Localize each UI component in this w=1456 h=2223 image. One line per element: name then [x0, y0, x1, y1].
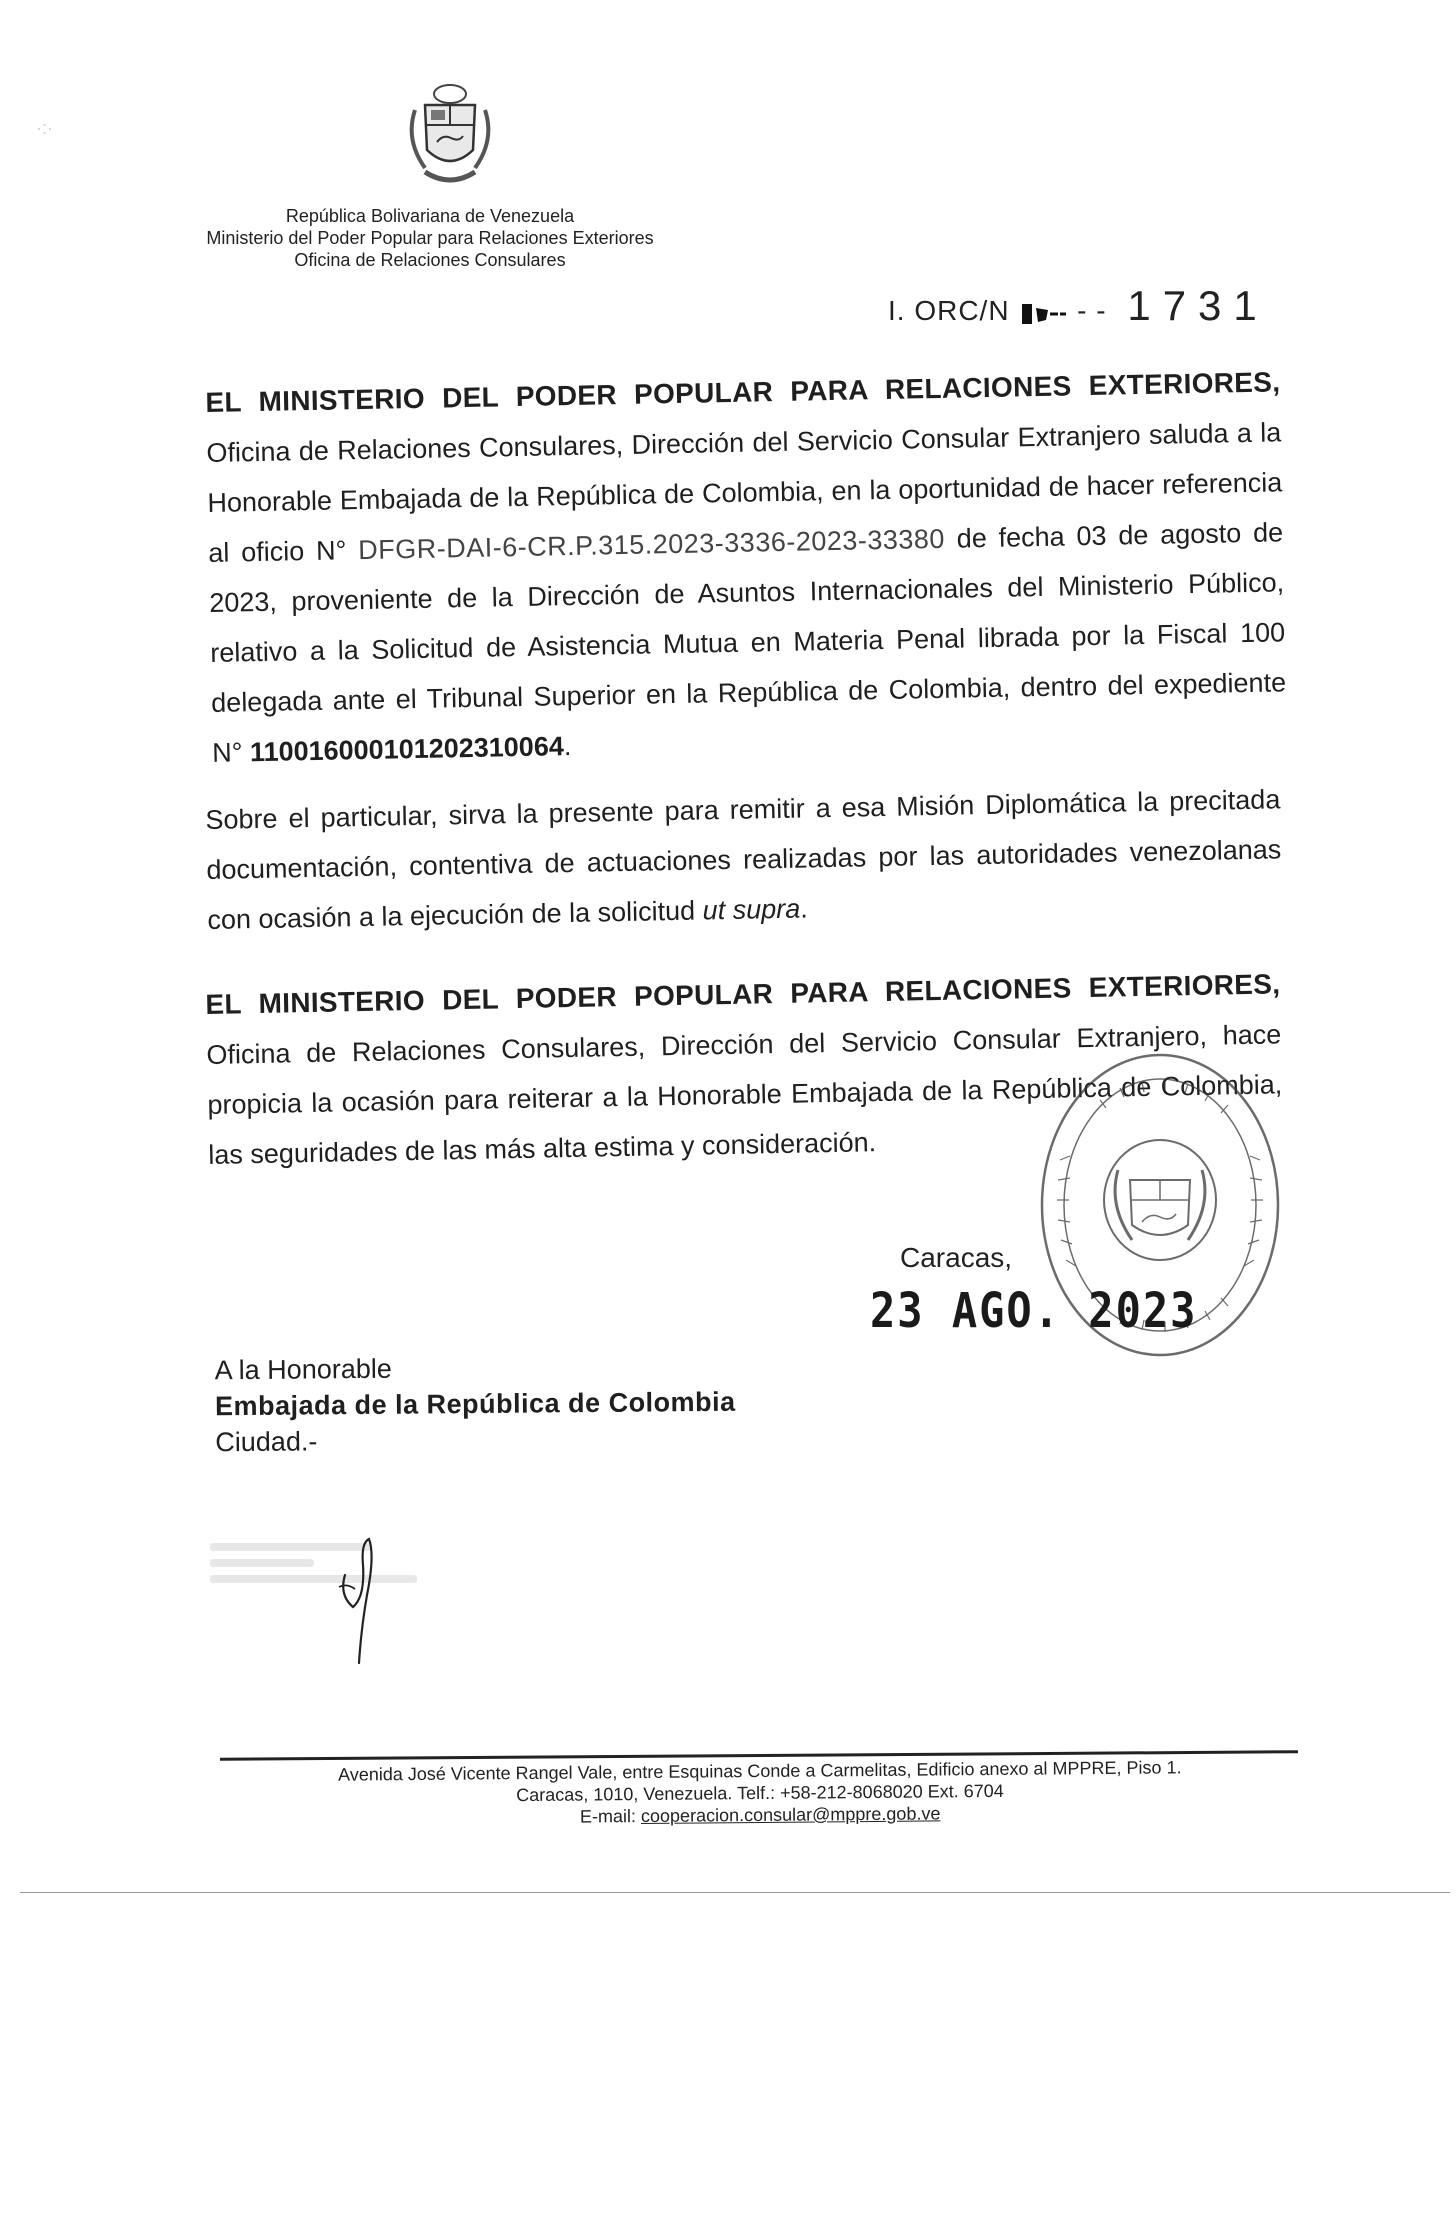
reference-prefix: I. ORC/N [888, 295, 1010, 326]
place-label: Caracas, [900, 1242, 1013, 1273]
letterhead [150, 205, 710, 271]
handwritten-initial-signature [325, 1535, 395, 1665]
paragraph-body-text: Sobre el particular, sirva la presente para remitir a esa Misión Diplomática la precitada documentación, contentiva de actuaciones realizadas por las autoridades venezolanas con ocasión a la ejecución de la solicitud [205, 784, 1282, 935]
paragraph-body-end: . [799, 893, 808, 924]
footer-city-phone: Caracas, 1010, Venezuela. Telf.: +58-212-8068020 Ext. 6704 [516, 1780, 1004, 1806]
paragraph-closing-lead: EL MINISTERIO DEL PODER POPULAR PARA RELACIONES EXTERIORES, [205, 968, 1281, 1020]
addressee-line-1: A la Honorable [214, 1353, 392, 1386]
footer-address: Avenida José Vicente Rangel Vale, entre Esquinas Conde a Carmelitas, Edificio anexo al MPPRE, Piso 1. [338, 1757, 1182, 1785]
paragraph-body-italic: ut supra [702, 893, 801, 926]
letterhead-line-3: Oficina de Relaciones Consulares [294, 250, 566, 270]
date-stamp: 23 AGO. 2023 [870, 1282, 1198, 1339]
paragraph-closing-text: Oficina de Relaciones Consulares, Dirección del Servicio Consular Extranjero, hace propicia la ocasión para reiterar a la Honorable Embajada de la República de Colombia, las seguridades de las más alta estima y consideración. [206, 1019, 1283, 1170]
paragraph-body [205, 774, 1283, 945]
footer-contact [215, 1755, 1306, 1831]
letterhead-line-1: República Bolivariana de Venezuela [285, 206, 575, 226]
reference-digits: 1731 [1127, 282, 1269, 329]
paragraph-intro [205, 357, 1287, 778]
footer-email-label: E-mail: [579, 1806, 637, 1827]
addressee-block [215, 1348, 737, 1461]
addressee-line-3: Ciudad.- [215, 1426, 318, 1458]
footer-email-link[interactable]: cooperacion.consular@mppre.gob.ve [640, 1803, 941, 1827]
paragraph-intro-lead: EL MINISTERIO DEL PODER POPULAR PARA RELACIONES EXTERIORES, [205, 366, 1281, 418]
ink-blot-icon [1018, 298, 1068, 328]
paragraph-intro-text-a: Oficina de Relaciones Consulares, Dirección del Servicio Consular Extranjero saluda a la Honorable Embajada de la República de Colombia, en la oportunidad de hacer referencia al oficio N° [206, 417, 1283, 568]
oficio-reference: DFGR-DAI-6-CR.P.315.2023-3336-2023-33380 [357, 523, 946, 566]
addressee-line-2: Embajada de la República de Colombia [214, 1386, 736, 1422]
letterhead-line-2: Ministerio del Poder Popular para Relaciones Exteriores [206, 228, 654, 248]
coat-of-arms-icon [395, 80, 505, 195]
paragraph-intro-text-b: de fecha 03 de agosto de 2023, proveniente de la Dirección de Asuntos Internacionales del Ministerio Público, relativo a la Solicitud de Asistencia Mutua en Materia Penal librada por la Fiscal 100 delegada ante el Tribunal Superior en la República de Colombia, dentro del expediente N° [209, 517, 1287, 768]
scan-artifact: ·:· [36, 118, 53, 138]
paragraph-intro-end: . [563, 731, 572, 762]
page-bottom-line [20, 1892, 1450, 1893]
reference-number: I. ORC/N - - 1731 [888, 282, 1269, 329]
expediente-number: 110016000101202310064 [249, 731, 565, 768]
